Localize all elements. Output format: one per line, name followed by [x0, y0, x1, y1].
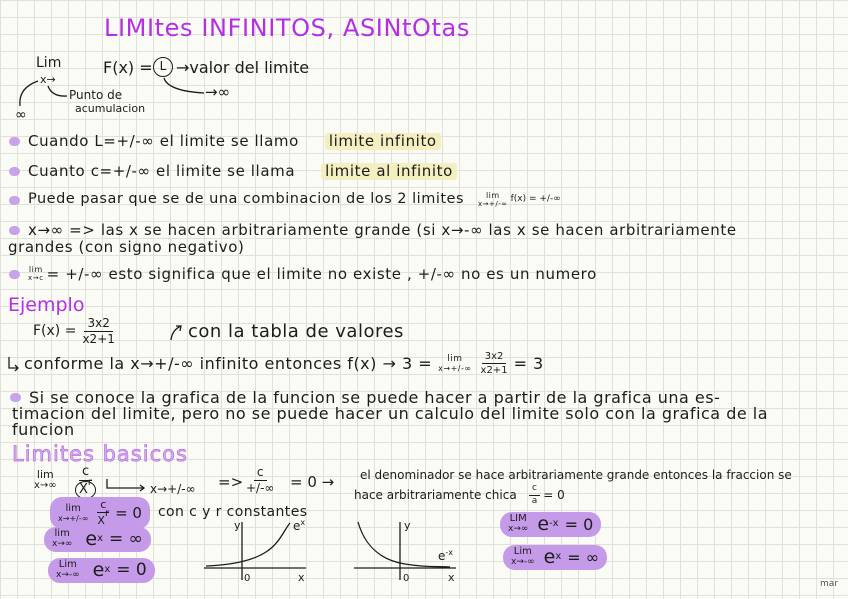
result: = ∞ — [567, 547, 600, 567]
curved-arrow-icon — [20, 81, 38, 106]
lim-label: lim — [36, 468, 54, 481]
lim-subscript: x→∞ — [34, 480, 57, 491]
fraction-numerator: c — [254, 466, 267, 481]
hook-arrow-icon — [6, 356, 20, 372]
function-label: F(x) = — [103, 58, 153, 77]
bullet-mark — [9, 167, 20, 176]
lim-subscript: x→+/-∞ — [438, 363, 472, 373]
curve-label-exponent: -x — [445, 548, 454, 557]
origin-label: 0 — [244, 573, 251, 584]
bullet-mark — [10, 393, 21, 402]
lim-label: Lim — [36, 55, 62, 71]
highlighted-formula: Lim x→-∞ e x = 0 — [48, 558, 155, 583]
lim-label: LIM — [509, 513, 527, 525]
fraction — [79, 317, 117, 346]
x-approaches-label: x→ — [40, 73, 56, 86]
table-note — [168, 322, 404, 342]
bullet-text: Cuanto c=+/-∞ el limite se llama — [28, 162, 296, 180]
origin-label: 0 — [403, 573, 410, 584]
bullet-1 — [9, 133, 441, 150]
lim-subscript: x→∞ — [52, 539, 73, 550]
denominator-exponent: r — [87, 477, 93, 489]
lim-label: lim — [65, 502, 81, 514]
lim-subscript: x→-∞ — [56, 570, 80, 581]
fraction-numerator: c — [97, 499, 109, 513]
basic-limit-rule-4 — [500, 512, 601, 537]
curved-arrow-icon — [48, 86, 67, 96]
fraction — [478, 351, 511, 376]
limit-value-letter: L — [159, 59, 167, 74]
conclusion-text: conforme la x→+/-∞ infinito entonces f(x) → 3 = — [24, 353, 433, 373]
basic-limit-rule-5 — [503, 545, 607, 570]
bullet-mark — [9, 137, 20, 146]
fraction — [94, 499, 112, 527]
exp-curve — [206, 523, 290, 566]
lim-label: lim — [28, 265, 43, 275]
bullet-text: = +/-∞ esto significa que el limite no existe , +/-∞ no es un numero — [46, 265, 597, 283]
limit-value-circle — [153, 57, 173, 77]
lim-subscript: x→+/-∞ — [58, 513, 89, 523]
limit-expression: f(x) = +/-∞ — [510, 194, 561, 205]
fraction — [75, 465, 96, 499]
curve-label-base: e — [293, 519, 301, 533]
basic-limit-rule-2 — [44, 527, 151, 552]
curve-label — [293, 518, 305, 533]
limit-notation — [34, 469, 57, 491]
lim-label: Lim — [513, 546, 532, 558]
limit-notation — [52, 529, 72, 549]
fraction-denominator: a — [531, 495, 538, 506]
highlighted-formula — [50, 497, 150, 529]
table-note-text: con la tabla de valores — [188, 321, 404, 342]
denominator-base: X — [97, 514, 105, 528]
implies-symbol: => — [218, 473, 244, 491]
bullet-mark — [9, 270, 20, 279]
bullet-4 — [9, 222, 737, 239]
bullet-text: Puede pasar que se de una combinacion de los 2 limites — [28, 191, 465, 208]
limit-notation — [478, 192, 508, 208]
infinity-note: →∞ — [205, 83, 231, 101]
limit-value-note: →valor del limite — [176, 58, 310, 77]
highlighted-formula: Lim x→-∞ e x = ∞ — [503, 545, 607, 570]
fraction-numerator: c — [529, 484, 540, 496]
limit-notation — [58, 504, 88, 523]
exp-base: e — [543, 546, 556, 568]
constants-note: con c y r constantes — [157, 504, 308, 521]
denominator-exponent: r — [104, 508, 110, 520]
equals-zero: = 0 → — [290, 473, 335, 491]
x-axis-label: x — [448, 571, 455, 584]
paragraph-text: Si se conoce la grafica de la funcion se puede hacer a partir de la grafica una es- — [29, 388, 721, 407]
fraction-denominator — [94, 508, 112, 528]
fraction — [529, 484, 541, 507]
example-conclusion — [6, 351, 544, 376]
highlighted-term: limite al infinito — [321, 163, 457, 180]
fraction-denominator — [75, 477, 96, 498]
exp-base: e — [537, 513, 550, 535]
fraction-numerator: 3x2 — [482, 351, 507, 364]
fraction-denominator: +/-∞ — [246, 481, 275, 496]
example-function — [33, 317, 121, 346]
lim-label: lim — [54, 528, 70, 540]
lim-subscript: x→-∞ — [511, 557, 535, 568]
lim-label: lim — [447, 353, 463, 364]
graph-note-line-3: funcion — [12, 420, 75, 439]
y-axis-label: y — [234, 519, 241, 532]
function-label: F(x) = — [33, 322, 77, 339]
bullet-4-continuation: grandes (con signo negativo) — [8, 238, 245, 256]
accumulation-point-label-2: acumulacion — [75, 102, 146, 115]
signature: mar — [820, 579, 838, 589]
result: = 0 — [115, 503, 142, 522]
hook-arrow-icon — [104, 478, 148, 494]
curve-label-base: e — [438, 549, 446, 563]
explanation-line-1: el denominador se hace arbitrariamente grande entonces la fraccion se — [360, 468, 792, 482]
lim-subscript: x→+/-∞ — [478, 200, 508, 208]
lim-subscript: x→c — [28, 274, 44, 283]
bullet-mark — [9, 226, 20, 235]
curve-label — [438, 548, 453, 563]
page-title: LIMItes INFINITOS, ASINtOtas — [104, 14, 470, 42]
curve-label-exponent: x — [300, 518, 306, 527]
limit-notation — [438, 355, 471, 373]
curved-arrow-icon — [164, 78, 204, 93]
limit-notation — [56, 560, 80, 580]
bullet-2 — [9, 163, 457, 180]
fraction — [243, 466, 277, 495]
basic-limit-rule-3 — [48, 558, 155, 583]
lim-label: lim — [485, 191, 500, 200]
result: = 0 — [564, 514, 594, 534]
exp-growth-graph — [200, 516, 315, 584]
lim-subscript: x→∞ — [508, 524, 529, 535]
fraction-numerator: c — [79, 465, 92, 481]
result: = ∞ — [109, 529, 143, 550]
explanation-line-2 — [354, 484, 565, 507]
fraction-denominator: x2+1 — [82, 332, 115, 347]
arrow-up-right-icon — [168, 323, 184, 341]
approach-label: x→+/-∞ — [150, 482, 196, 496]
limit-notation — [28, 266, 44, 282]
explanation-text: hace arbitrariamente chica — [354, 487, 517, 502]
equals-zero: = 0 — [543, 487, 565, 502]
denominator-base: X — [79, 482, 88, 498]
basic-limits-heading: Limites basicos — [12, 442, 188, 466]
exp-base: e — [85, 528, 98, 550]
lim-label: Lim — [58, 559, 77, 571]
bullet-text: x→∞ => las x se hacen arbitrariamente grande (si x→-∞ las x se hacen arbitrariamente — [28, 221, 737, 239]
bullet-mark — [9, 196, 20, 205]
y-axis-label: y — [404, 519, 411, 532]
infinity-left-label: ∞ — [15, 107, 27, 123]
example-heading: Ejemplo — [8, 294, 85, 316]
highlighted-formula: lim x→∞ e x = ∞ — [44, 527, 151, 552]
result: = 3 — [513, 353, 544, 373]
accumulation-point-label: Punto de — [69, 88, 123, 102]
bullet-5 — [9, 266, 597, 283]
bullet-3 — [9, 192, 561, 208]
exp-decay-graph — [350, 516, 462, 584]
highlighted-term: limite infinito — [325, 133, 441, 150]
fraction-numerator: 3x2 — [84, 317, 112, 332]
exp-base: e — [92, 559, 105, 581]
bullet-text: Cuando L=+/-∞ el limite se llamo — [28, 132, 299, 150]
result: = 0 — [116, 560, 147, 581]
limit-notation — [511, 547, 535, 567]
fraction-denominator: x2+1 — [480, 365, 508, 376]
x-axis-label: x — [298, 571, 305, 584]
limit-notation — [508, 514, 528, 534]
graph-note-line-2: timacion del limite, pero no se puede hacer un calculo del limite solo con la grafica de la — [12, 404, 769, 423]
highlighted-formula: LIM x→∞ e -x = 0 — [500, 512, 601, 537]
